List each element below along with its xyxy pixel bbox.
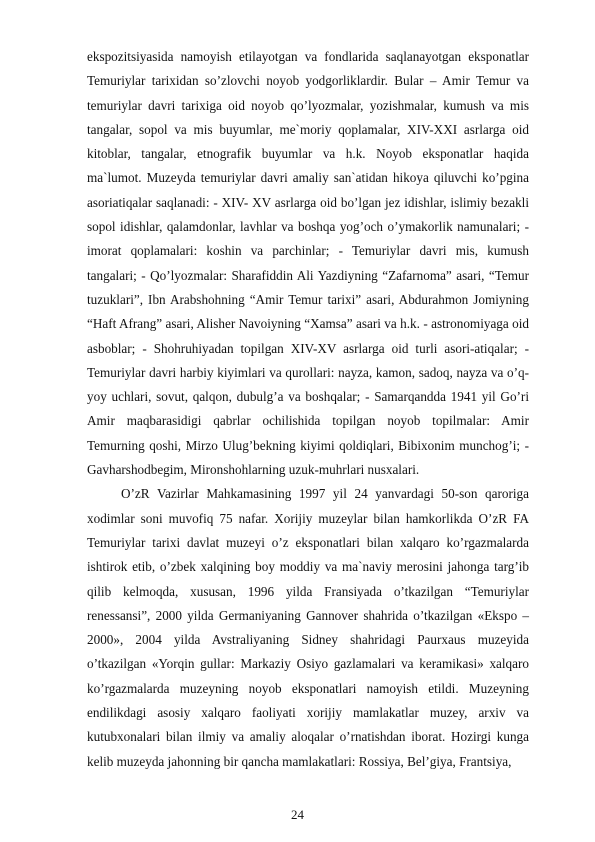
paragraph-international-cooperation: O’zR Vazirlar Mahkamasining 1997 yil 24 yanvardagi 50-son qaroriga xodimlar soni muvofiq 75 nafar. Xorijiy muzeylar bilan hamkorlikda O’zR FA Temuriylar tarixi davlat muzeyi o’z eksponatlari bilan xalqaro ko’rgazmalarda ishtirok etib, o’zbek xalqining boy moddiy va ma`naviy merosini jahonga targ’ib qilib kelmoqda, xususan, 1996 yilda Fransiyada o’tkazilgan “Temuriylar renessansi”, 2000 yilda Germaniyaning Gannover shahrida o’tkazilgan «Ekspo – 2000», 2004 yilda Avstraliyaning Sidney shahridagi Paurxaus muzeyida o’tkazilgan «Yorqin gullar: Markaziy Osiyo gazlamalari va keramikasi» xalqaro ko’rgazmalarda muzeyning noyob eksponatlari namoyish etildi. Muzeyning endilikdagi asosiy xalqaro faoliyati xorijiy mamlakatlar muzey, arxiv va kutubxonalari bilan ilmiy va amaliy aloqalar o’rnatishdan iborat. Hozirgi kunga kelib muzeyda jahonning bir qancha mamlakatlari: Rossiya, Bel’giya, Frantsiya, <box>87 486 529 769</box>
paragraph-exhibits: ekspozitsiyasida namoyish etilayotgan va fondlarida saqlanayotgan eksponatlar Temuriylar tarixidan so’zlovchi noyob yodgorliklardir. Bular – Amir Temur va temuriylar davri tarixiga oid noyob qo’lyozmalar, yozishmalar, kumush va mis tangalar, sopol va mis buyumlar, me`moriy qoplamalar, XIV-XXI asrlarga oid kitoblar, tangalar, etnografik buyumlar va h.k. Noyob eksponatlar haqida ma`lumot. Muzeyda temuriylar davri amaliy san`atidan hikoya qiluvchi ko’pgina asoriatiqalar saqlanadi: - XIV- XV asrlarga oid bo’lgan jez idishlar, islimiy bezakli sopol idishlar, qalamdonlar, lavhlar va boshqa yog’och o’ymakorlik namunalari; - imorat qoplamalari: koshin va parchinlar; - Temuriylar davri mis, kumush tangalari; - Qo’lyozmalar: Sharafiddin Ali Yazdiyning “Zafarnoma” asari, “Temur tuzuklari”, Ibn Arabshohning “Amir Temur tarixi” asari, Abdurahmon Jomiyning “Haft Afrang” asari, Alisher Navoiyning “Xamsa” asari va h.k. - astronomiyaga oid asboblar; - Shohruhiyadan topilgan XIV-XV asrlarga oid turli asori-atiqalar; - Temuriylar davri harbiy kiyimlari va qurollari: nayza, kamon, sadoq, nayza va o’q-yoy uchlari, sovut, qalqon, dubulg’a va boshqalar; - Samarqandda 1941 yil Go’ri Amir maqbarasidigi qabrlar ochilishida topilgan noyob topilmalar: Amir Temurning qoshi, Mirzo Ulug’bekning kiyimi qoldiqlari, Bibixonim munchog’i; - Gavharshodbegim, Mironshohlarning uzuk-muhrlari nusxalari. <box>87 49 529 478</box>
page-number: 24 <box>291 807 304 822</box>
document-body <box>87 45 529 774</box>
